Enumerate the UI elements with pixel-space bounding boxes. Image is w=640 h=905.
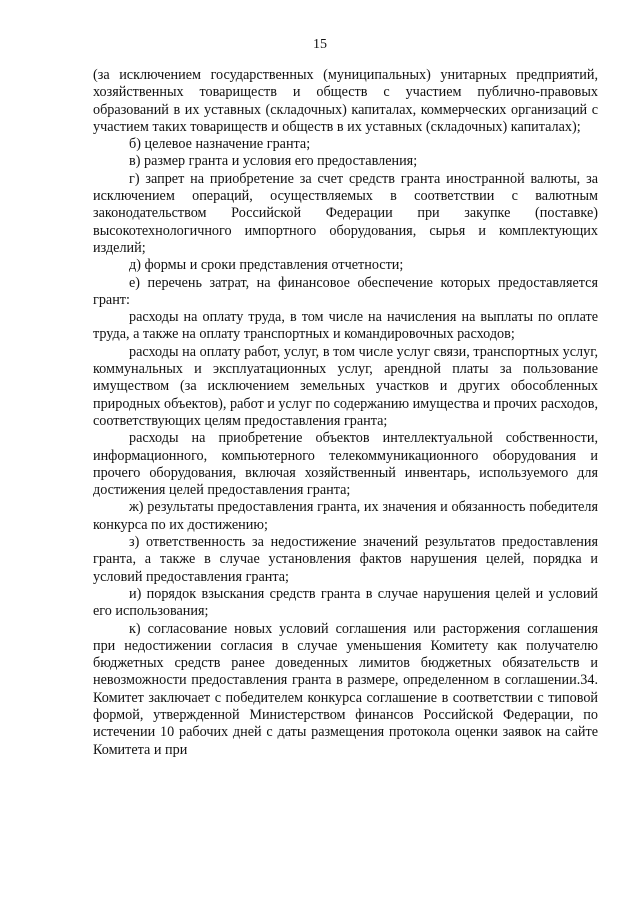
paragraph-expenses-equipment: расходы на приобретение объектов интеллектуальной собственности, информационного, компьютерного телекоммуникационного оборудования и прочего оборудования, включая хозяйственный инвентарь, используемого для достижения целей предоставления гранта; <box>93 430 598 499</box>
paragraph-item-k: к) согласование новых условий соглашения или расторжения соглашения при недостижении согласия в случае уменьшения Комитету как получателю бюджетных средств ранее доведенных лимитов бюджетных обязательств и невозможности предоставления гранта в размере, определенном в соглашении.34. Комитет заключает с победителем конкурса соглашение в соответствии с типовой формой, утвержденной Министерством финансов Российской Федерации, по истечении 10 рабочих дней с даты размещения протокола оценки заявок на сайте Комитета и при <box>93 620 598 758</box>
paragraph-expenses-services: расходы на оплату работ, услуг, в том числе услуг связи, транспортных услуг, коммунальных и эксплуатационных услуг, арендной платы за пользование имуществом (за исключением земельных участков и других обособленных природных объектов), работ и услуг по содержанию имущества и прочих расходов, соответствующих целям предоставления гранта; <box>93 343 598 429</box>
paragraph-continuation: (за исключением государственных (муниципальных) унитарных предприятий, хозяйственных товариществ и обществ с участием публично-правовых образований в их уставных (складочных) капиталах, коммерческих организаций с участием таких товариществ и обществ в их уставных (складочных) капиталах); <box>93 67 598 135</box>
paragraph-item-e: е) перечень затрат, на финансовое обеспечение которых предоставляется грант: <box>93 274 598 308</box>
paragraph-item-z: з) ответственность за недостижение значений результатов предоставления гранта, а также в случае установления фактов нарушения целей, порядка и условий предоставления гранта; <box>93 534 598 585</box>
paragraph-item-v: в) размер гранта и условия его предоставления; <box>129 153 418 170</box>
paragraph-item-b: б) целевое назначение гранта; <box>129 136 311 153</box>
paragraph-item-i: и) порядок взыскания средств гранта в случае нарушения целей и условий его использования; <box>93 585 598 620</box>
document-body <box>93 67 598 759</box>
paragraph-expenses-labor: расходы на оплату труда, в том числе на начисления на выплаты по оплате труда, а также на оплату транспортных и командировочных расходов; <box>93 309 598 343</box>
page-number: 15 <box>313 37 327 52</box>
paragraph-item-d: д) формы и сроки представления отчетности; <box>129 257 404 274</box>
paragraph-item-g: г) запрет на приобретение за счет средств гранта иностранной валюты, за исключением операций, осуществляемых в соответствии с валютным законодательством Российской Федерации при закупке (поставке) высокотехнологичного импортного оборудования, сырья и комплектующих изделий; <box>93 170 598 256</box>
paragraph-item-zh: ж) результаты предоставления гранта, их значения и обязанность победителя конкурса по их достижению; <box>93 499 598 533</box>
